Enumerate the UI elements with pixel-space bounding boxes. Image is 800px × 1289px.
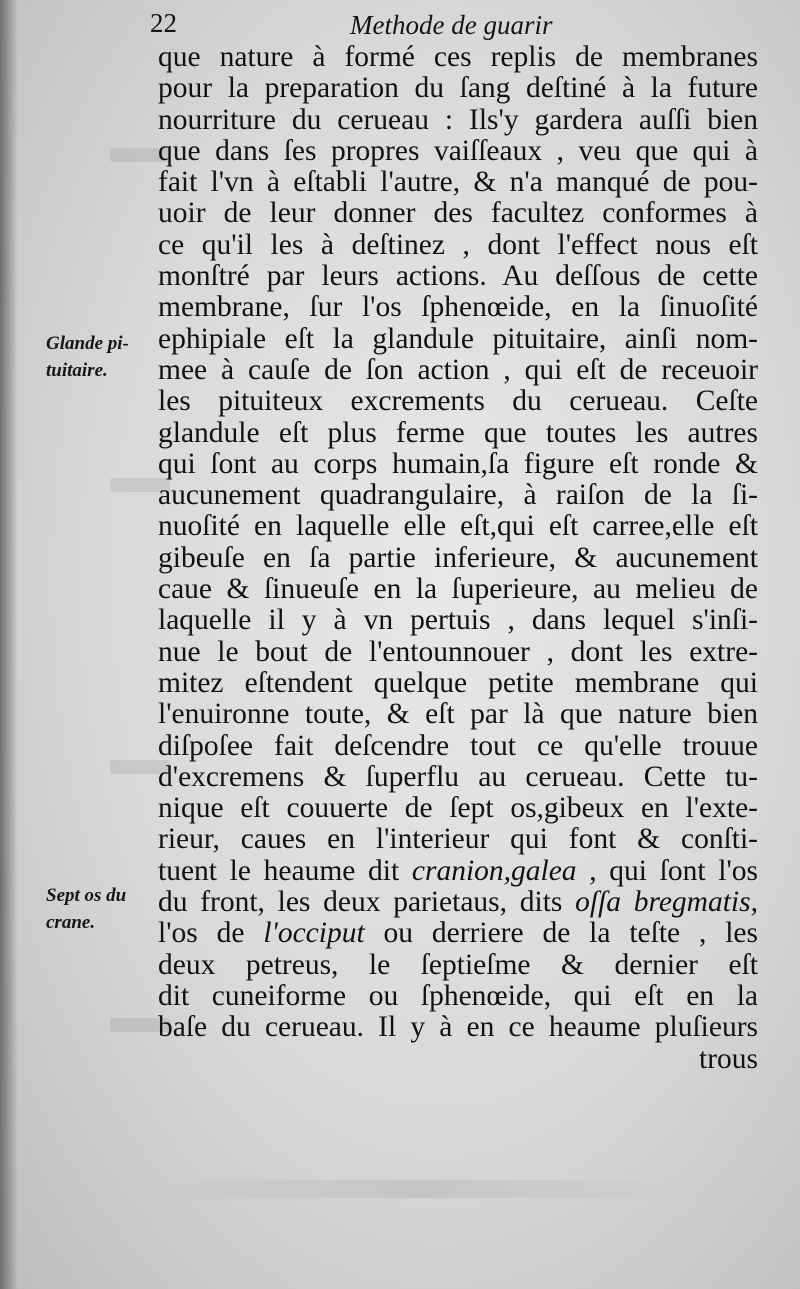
text-segment: que nature à formé ces replis de membranes <box>158 41 758 73</box>
text-segment: qui ſont au corps humain,ſa figure eſt ronde & <box>158 447 758 480</box>
text-line <box>158 73 758 104</box>
text-segment: du front, les deux parietaus, dits <box>158 886 576 919</box>
text-segment: fait l'vn à eſtabli l'autre, & n'a manqué de pou- <box>158 166 758 199</box>
text-segment: que dans ſes propres vaiſſeaux , veu que qui à <box>158 134 758 167</box>
text-segment: ephipiale eſt la glandule pituitaire, ainſi nom- <box>158 322 758 355</box>
margin-note-line: tuitaire. <box>46 360 108 381</box>
text-segment: nique eſt couuerte de ſept os,gibeux en l'exte- <box>158 792 758 825</box>
text-line <box>158 605 758 636</box>
text-line <box>158 261 758 292</box>
text-line <box>158 887 758 918</box>
text-segment: membrane, ſur l'os ſphenœide, en la ſinuoſité <box>158 291 758 324</box>
text-line <box>158 856 758 887</box>
text-line <box>158 167 758 198</box>
text-segment: baſe du cerueau. Il y à en ce heaume pluſieurs <box>158 1011 758 1044</box>
text-line <box>158 355 758 386</box>
text-segment: aucunement quadrangulaire, à raiſon de la ſi- <box>158 479 758 512</box>
text-line <box>158 324 758 355</box>
text-line <box>158 637 758 668</box>
text-line <box>158 699 758 730</box>
text-segment: pour la preparation du ſang deſtiné à la future <box>158 72 758 105</box>
text-segment: nuoſité en laquelle elle eſt,qui eſt carree,elle eſt <box>158 510 758 543</box>
text-segment: glandule eſt plus ferme que toutes les autres <box>158 416 758 449</box>
text-segment: deux petreus, le ſeptieſme & dernier eſt <box>158 948 758 981</box>
text-line <box>158 762 758 793</box>
text-segment: dit cuneiforme ou ſphenœide, qui eſt en la <box>158 979 758 1012</box>
text-line <box>158 1044 758 1075</box>
margin-note-glande-pituitaire <box>46 330 154 384</box>
text-segment: gibeuſe en ſa partie inferieure, & aucunement <box>158 541 758 574</box>
running-title: Methode de guarir <box>350 10 553 40</box>
text-segment: rieur, caues en l'interieur qui font & conſti- <box>158 823 758 856</box>
margin-note-line: Sept os du <box>46 885 127 906</box>
text-line <box>158 292 758 323</box>
text-segment: , qui ſont l'os <box>576 854 758 887</box>
body-text <box>158 42 758 1075</box>
text-segment: monſtré par leurs actions. Au deſſous de cette <box>158 260 758 293</box>
italic-term: oſſa bregmatis, <box>575 886 758 919</box>
page-header <box>0 6 800 42</box>
text-line <box>158 1012 758 1043</box>
text-segment: l'enuironne toute, & eſt par là que nature bien <box>158 698 758 731</box>
text-segment: trous <box>699 1042 758 1075</box>
text-segment: mee à cauſe de ſon action , qui eſt de receuoir <box>158 353 758 386</box>
italic-term: l'occiput <box>263 917 365 950</box>
text-segment: tuent le heaume dit <box>158 854 412 887</box>
text-line <box>158 230 758 261</box>
text-line <box>158 480 758 511</box>
page-number: 22 <box>150 8 177 38</box>
margin-note-sept-os <box>46 882 154 936</box>
text-line <box>158 511 758 542</box>
text-line <box>158 668 758 699</box>
text-line <box>158 543 758 574</box>
text-line <box>158 981 758 1012</box>
text-segment: les pituiteux excrements du cerueau. Ceſte <box>158 385 758 418</box>
text-line <box>158 793 758 824</box>
text-segment: ce qu'il les à deſtinez , dont l'effect nous eſt <box>158 228 758 261</box>
text-segment: diſpoſee fait deſcendre tout ce qu'elle trouue <box>158 729 758 762</box>
text-segment: ou derriere de la teſte , les <box>364 917 758 950</box>
text-line <box>158 824 758 855</box>
text-line <box>158 386 758 417</box>
text-segment: uoir de leur donner des facultez conformes à <box>158 197 758 230</box>
bleed-through-line <box>160 1180 680 1198</box>
text-segment: d'excremens & ſuperflu au cerueau. Cette tu- <box>158 760 758 793</box>
text-line <box>158 950 758 981</box>
text-line <box>158 574 758 605</box>
text-line <box>158 198 758 229</box>
text-segment: caue & ſinueuſe en la ſuperieure, au melieu de <box>158 573 758 606</box>
text-segment: l'os de <box>158 917 264 950</box>
text-line <box>158 449 758 480</box>
text-segment: nourriture du cerueau : Ils'y gardera auſſi bien <box>158 103 758 136</box>
italic-term: cranion,galea <box>411 854 577 887</box>
binding-shadow <box>0 0 18 1289</box>
text-line <box>158 136 758 167</box>
text-segment: nue le bout de l'entounnouer , dont les extre- <box>158 635 758 668</box>
text-line <box>158 42 758 73</box>
margin-note-line: crane. <box>46 912 96 933</box>
text-line <box>158 418 758 449</box>
text-segment: mitez eſtendent quelque petite membrane qui <box>158 666 758 699</box>
text-line <box>158 731 758 762</box>
text-line <box>158 918 758 949</box>
text-line <box>158 105 758 136</box>
text-segment: laquelle il y à vn pertuis , dans lequel s'inſi- <box>158 604 758 637</box>
margin-note-line: Glande pi- <box>46 333 129 354</box>
